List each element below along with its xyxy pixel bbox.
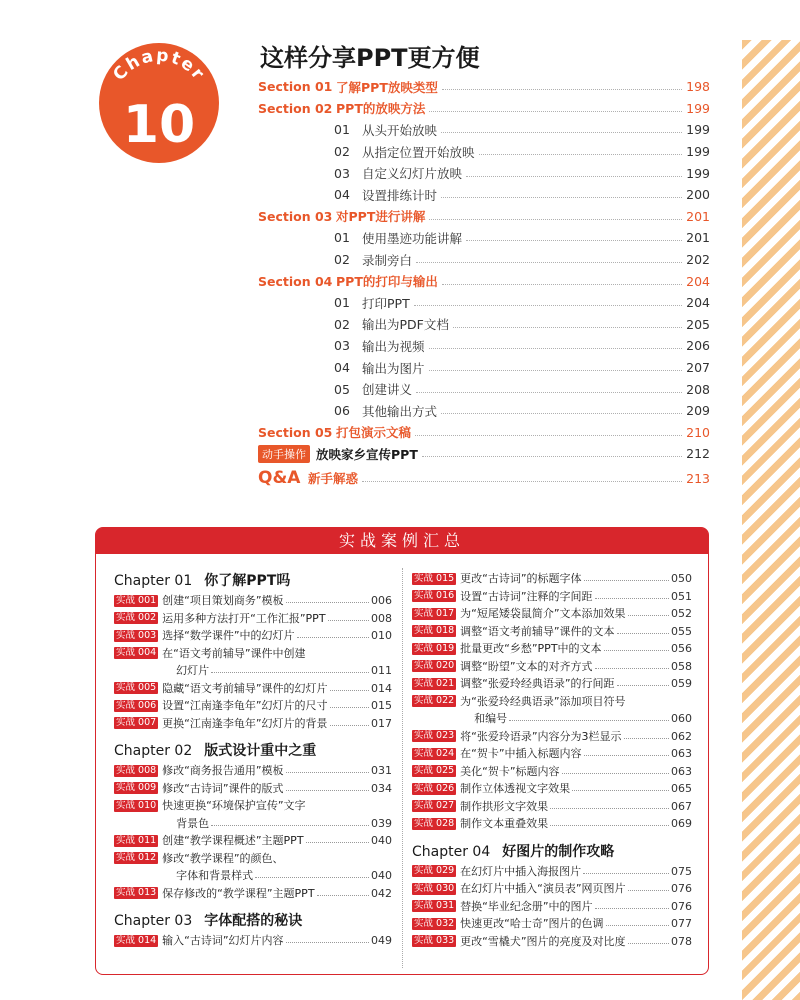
subitem-title: 创建讲义 <box>362 382 413 398</box>
qa-title: 新手解惑 <box>308 471 359 487</box>
case-item[interactable] <box>412 693 692 728</box>
case-page: 006 <box>371 594 392 607</box>
case-item[interactable] <box>114 592 392 610</box>
case-item[interactable] <box>114 697 392 715</box>
case-page: 063 <box>671 764 692 778</box>
case-tag: 实战 018 <box>414 625 455 636</box>
chapter-heading <box>114 740 392 762</box>
case-summary-panel <box>95 527 709 975</box>
case-page: 015 <box>371 699 392 712</box>
subitem-number: 03 <box>334 338 350 354</box>
leader-dots <box>595 598 669 599</box>
subitem-title: 其他输出方式 <box>362 403 438 419</box>
case-title: 创建“项目策划商务”模板 <box>162 594 284 607</box>
subitem-title: 输出为视频 <box>362 338 425 354</box>
case-page: 067 <box>671 799 692 813</box>
leader-dots <box>211 825 369 826</box>
qa-label: Q&A <box>258 468 301 489</box>
case-item[interactable] <box>412 880 692 898</box>
case-page: 065 <box>671 782 692 795</box>
case-title-cont: 背景色 <box>176 816 210 830</box>
case-page: 049 <box>371 934 392 947</box>
section-number: Section 01 <box>258 79 333 95</box>
case-item[interactable] <box>412 570 692 588</box>
leader-dots <box>466 176 682 177</box>
case-item[interactable] <box>412 745 692 763</box>
subitem-number: 01 <box>334 230 350 246</box>
leader-dots <box>211 672 369 673</box>
case-tag: 实战 017 <box>414 607 455 619</box>
case-item[interactable] <box>412 640 692 658</box>
subitem-title: 从指定位置开始放映 <box>362 144 475 160</box>
subitem-title: 打印PPT <box>362 295 410 311</box>
case-page: 060 <box>671 712 692 725</box>
case-title: 快速更换“环境保护宣传”文字 <box>162 799 306 812</box>
case-page: 051 <box>671 589 692 603</box>
case-title: 修改“教学课程”的颜色、 <box>162 851 284 865</box>
toc-subitem[interactable] <box>258 378 710 400</box>
leader-dots <box>442 89 682 90</box>
case-item[interactable] <box>114 715 392 733</box>
leader-dots <box>286 790 369 791</box>
case-item[interactable] <box>114 797 392 832</box>
case-title: 调整“盼望”文本的对齐方式 <box>460 659 593 673</box>
leader-dots <box>441 413 682 414</box>
case-item[interactable] <box>114 780 392 798</box>
case-item[interactable] <box>412 780 692 798</box>
leader-dots <box>286 772 369 773</box>
toc-subitem[interactable] <box>258 249 710 271</box>
case-tag: 实战 028 <box>414 817 455 829</box>
leader-dots <box>562 773 669 774</box>
page-number: 199 <box>686 144 710 160</box>
case-title: 将“张爱玲语录”内容分为3栏显示 <box>460 729 622 743</box>
case-page: 056 <box>671 642 692 655</box>
leader-dots <box>628 890 669 891</box>
section-number: Section 04 <box>258 273 333 289</box>
leader-dots <box>550 808 669 809</box>
toc-subitem[interactable] <box>258 184 710 206</box>
case-item[interactable] <box>412 588 692 606</box>
case-title: 在“语文考前辅导”课件中创建 <box>162 646 306 660</box>
section-title: 打包演示文稿 <box>336 425 412 441</box>
case-page: 076 <box>671 899 692 913</box>
toc-subitem[interactable] <box>258 357 710 379</box>
case-title: 更改“雪橇犬”图片的亮度及对比度 <box>460 934 626 948</box>
subitem-number: 04 <box>334 360 350 376</box>
subitem-number: 04 <box>334 187 350 203</box>
case-tag: 实战 022 <box>414 695 455 706</box>
page-number: 201 <box>686 230 710 246</box>
case-title: 运用多种方法打开“工作汇报”PPT <box>162 611 326 625</box>
leader-dots <box>572 790 669 791</box>
case-title: 在幻灯片中插入“演员表”网页图片 <box>460 882 626 895</box>
decorative-stripe <box>742 40 800 1000</box>
case-page: 014 <box>371 681 392 695</box>
case-item[interactable] <box>114 885 392 903</box>
case-tag: 实战 029 <box>414 865 455 876</box>
case-item[interactable] <box>412 798 692 816</box>
leader-dots <box>628 615 669 616</box>
leader-dots <box>429 348 683 349</box>
toc-subitem[interactable] <box>258 314 710 336</box>
leader-dots <box>595 908 669 909</box>
case-tag: 实战 033 <box>414 935 455 946</box>
subitem-title: 使用墨迹功能讲解 <box>362 230 463 246</box>
subitem-number: 02 <box>334 252 350 268</box>
case-item[interactable] <box>412 675 692 693</box>
leader-dots <box>617 633 669 634</box>
case-tag: 实战 012 <box>116 852 157 863</box>
case-title: 更改“古诗词”的标题字体 <box>460 572 582 585</box>
leader-dots <box>414 305 682 306</box>
leader-dots <box>286 942 369 943</box>
hands-on-tag: 动手操作 <box>258 445 310 463</box>
case-tag: 实战 001 <box>116 594 157 606</box>
case-item[interactable] <box>412 898 692 916</box>
case-title: 替换“毕业纪念册”中的图片 <box>460 899 593 913</box>
toc-hands-on[interactable] <box>258 443 710 465</box>
subitem-title: 输出为PDF文档 <box>362 317 449 333</box>
page-number: 201 <box>686 208 710 224</box>
case-page: 010 <box>371 629 392 642</box>
section-title: 了解PPT放映类型 <box>336 79 438 95</box>
subitem-number: 06 <box>334 403 350 419</box>
case-item[interactable] <box>114 610 392 628</box>
case-item[interactable] <box>114 680 392 698</box>
chapter-heading-title: 好图片的制作攻略 <box>502 843 615 860</box>
badge-word: Chapter <box>109 45 209 85</box>
leader-dots <box>583 873 669 874</box>
leader-dots <box>255 877 369 878</box>
hands-on-title: 放映家乡宣传PPT <box>316 446 418 462</box>
leader-dots <box>317 895 369 896</box>
case-page: 058 <box>671 659 692 673</box>
case-item[interactable] <box>412 915 692 933</box>
section-title: 对PPT进行讲解 <box>336 209 426 225</box>
chapter-heading-title: 版式设计重中之重 <box>204 743 317 759</box>
leader-dots <box>584 755 669 756</box>
leader-dots <box>422 456 682 457</box>
case-title: 输入“古诗词”幻灯片内容 <box>162 934 284 947</box>
case-item[interactable] <box>114 850 392 885</box>
leader-dots <box>415 435 682 436</box>
section-title: PPT的打印与输出 <box>336 274 438 290</box>
case-title: 制作拱形文字效果 <box>460 799 549 813</box>
case-tag: 实战 003 <box>116 629 157 641</box>
leader-dots <box>286 602 369 603</box>
case-tag: 实战 008 <box>116 764 157 776</box>
panel-title: 实战案例汇总 <box>96 528 708 554</box>
subitem-number: 02 <box>334 316 350 332</box>
case-item[interactable] <box>114 645 392 680</box>
toc-section[interactable] <box>258 76 710 98</box>
case-title: 修改“商务报告通用”模板 <box>162 764 284 777</box>
leader-dots <box>595 668 669 669</box>
subitem-number: 03 <box>334 165 350 181</box>
leader-dots <box>624 738 669 739</box>
case-page: 040 <box>371 869 392 882</box>
case-page: 075 <box>671 864 692 878</box>
page-number: 199 <box>686 165 710 181</box>
page-number: 204 <box>686 295 710 311</box>
case-title-cont: 和编号 <box>474 712 508 725</box>
leader-dots <box>441 197 682 198</box>
case-title-cont: 幻灯片 <box>176 664 210 677</box>
case-title: 创建“教学课程概述”主题PPT <box>162 834 304 847</box>
subitem-number: 02 <box>334 144 350 160</box>
section-number: Section 05 <box>258 424 333 440</box>
toc-subitem[interactable] <box>258 400 710 422</box>
subitem-title: 自定义幻灯片放映 <box>362 166 463 182</box>
case-tag: 实战 004 <box>116 647 157 658</box>
toc-subitem[interactable] <box>258 162 710 184</box>
case-title: 选择“数学课件”中的幻灯片 <box>162 629 295 642</box>
page-number: 213 <box>686 470 710 486</box>
chapter-number: Chapter 01 <box>114 573 193 589</box>
case-page: 069 <box>671 817 692 830</box>
leader-dots <box>429 111 682 112</box>
case-tag: 实战 007 <box>116 717 157 728</box>
case-title: 隐藏“语文考前辅导”课件的幻灯片 <box>162 681 328 695</box>
case-tag: 实战 006 <box>116 699 157 711</box>
leader-dots <box>550 825 669 826</box>
subitem-title: 从头开始放映 <box>362 122 438 138</box>
case-title: 更换“江南逢李龟年”幻灯片的背景 <box>162 716 328 730</box>
case-page: 077 <box>671 917 692 930</box>
case-page: 017 <box>371 716 392 730</box>
subitem-number: 01 <box>334 122 350 138</box>
case-item[interactable] <box>412 605 692 623</box>
leader-dots <box>617 685 669 686</box>
case-page: 076 <box>671 882 692 895</box>
case-page: 055 <box>671 624 692 638</box>
page-number: 206 <box>686 338 710 354</box>
subitem-number: 05 <box>334 381 350 397</box>
case-page: 008 <box>371 611 392 625</box>
case-item[interactable] <box>114 762 392 780</box>
right-column <box>412 570 692 950</box>
case-tag: 实战 027 <box>414 800 455 811</box>
subitem-number: 01 <box>334 295 350 311</box>
case-title: 为“短尾矮袋鼠简介”文本添加效果 <box>460 607 626 620</box>
case-title: 批量更改“乡愁”PPT中的文本 <box>460 642 602 655</box>
case-item[interactable] <box>412 623 692 641</box>
case-tag: 实战 014 <box>116 934 157 946</box>
case-tag: 实战 020 <box>414 660 455 671</box>
case-item[interactable] <box>412 815 692 833</box>
case-page: 034 <box>371 781 392 795</box>
case-title: 修改“古诗词”课件的版式 <box>162 781 284 795</box>
case-page: 050 <box>671 572 692 585</box>
toc-subitem[interactable] <box>258 141 710 163</box>
leader-dots <box>441 132 682 133</box>
chapter-number: Chapter 02 <box>114 743 193 759</box>
leader-dots <box>628 943 669 944</box>
case-tag: 实战 026 <box>414 782 455 794</box>
chapter-heading <box>114 570 392 592</box>
case-tag: 实战 009 <box>116 782 157 793</box>
page-number: 205 <box>686 316 710 332</box>
column-divider <box>402 568 403 968</box>
leader-dots <box>479 154 683 155</box>
leader-dots <box>330 707 369 708</box>
case-item[interactable] <box>412 863 692 881</box>
case-item[interactable] <box>412 728 692 746</box>
page-number: 204 <box>686 273 710 289</box>
case-title: 快速更改“哈士奇”图片的色调 <box>460 917 604 930</box>
case-title-cont: 字体和背景样式 <box>176 869 254 882</box>
leader-dots <box>297 637 369 638</box>
case-item[interactable] <box>114 932 392 950</box>
toc-subitem[interactable] <box>258 335 710 357</box>
toc-section[interactable] <box>258 98 710 120</box>
subitem-title: 设置排练计时 <box>362 187 438 203</box>
case-title: 调整“张爱玲经典语录”的行间距 <box>460 677 615 690</box>
case-item[interactable] <box>412 763 692 781</box>
leader-dots <box>416 262 682 263</box>
case-item[interactable] <box>412 933 692 951</box>
case-title: 制作文本重叠效果 <box>460 817 549 830</box>
case-page: 062 <box>671 729 692 743</box>
page-number: 202 <box>686 252 710 268</box>
leader-dots <box>362 481 682 482</box>
case-page: 031 <box>371 764 392 777</box>
leader-dots <box>604 650 669 651</box>
leader-dots <box>453 327 682 328</box>
chapter-toc <box>258 76 710 492</box>
chapter-heading <box>114 910 392 932</box>
case-title: 美化“贺卡”标题内容 <box>460 764 560 778</box>
section-number: Section 03 <box>258 208 333 224</box>
page-number: 199 <box>686 100 710 116</box>
toc-section[interactable] <box>258 270 710 292</box>
case-item[interactable] <box>114 832 392 850</box>
case-tag: 实战 005 <box>116 682 157 693</box>
case-item[interactable] <box>114 627 392 645</box>
leader-dots <box>429 219 682 220</box>
case-tag: 实战 015 <box>414 572 455 584</box>
case-page: 059 <box>671 677 692 690</box>
case-tag: 实战 019 <box>414 642 455 654</box>
case-tag: 实战 024 <box>414 747 455 759</box>
case-title: 调整“语文考前辅导”课件的文本 <box>460 624 615 638</box>
case-page: 078 <box>671 934 692 948</box>
toc-section[interactable] <box>258 206 710 228</box>
chapter-heading-title: 你了解PPT吗 <box>204 573 291 589</box>
page-number: 200 <box>686 187 710 203</box>
leader-dots <box>330 725 369 726</box>
leader-dots <box>306 842 369 843</box>
case-tag: 实战 002 <box>116 612 157 623</box>
subitem-title: 录制旁白 <box>362 252 413 268</box>
page-number: 212 <box>686 446 710 462</box>
chapter-number: Chapter 03 <box>114 913 193 929</box>
case-page: 063 <box>671 747 692 760</box>
case-page: 040 <box>371 834 392 847</box>
toc-subitem[interactable] <box>258 292 710 314</box>
badge-number: 10 <box>122 95 196 155</box>
page-number: 210 <box>686 424 710 440</box>
chapter-number: Chapter 04 <box>412 843 491 860</box>
case-item[interactable] <box>412 658 692 676</box>
case-tag: 实战 016 <box>414 590 455 601</box>
case-tag: 实战 010 <box>116 799 157 811</box>
page-number: 208 <box>686 381 710 397</box>
leader-dots <box>606 925 669 926</box>
case-tag: 实战 013 <box>116 887 157 898</box>
case-page: 039 <box>371 816 392 830</box>
toc-subitem[interactable] <box>258 119 710 141</box>
case-title: 在“贺卡”中插入标题内容 <box>460 747 582 760</box>
case-page: 011 <box>371 664 392 677</box>
case-tag: 实战 030 <box>414 882 455 894</box>
toc-subitem[interactable] <box>258 227 710 249</box>
case-title: 设置“江南逢李龟年”幻灯片的尺寸 <box>162 699 328 712</box>
case-title: 制作立体透视文字效果 <box>460 782 571 795</box>
case-tag: 实战 025 <box>414 765 455 776</box>
left-column <box>114 570 392 950</box>
chapter-heading-title: 字体配搭的秘诀 <box>204 913 303 929</box>
leader-dots <box>330 690 369 691</box>
toc-section[interactable] <box>258 422 710 444</box>
leader-dots <box>584 580 669 581</box>
chapter-badge <box>98 42 220 164</box>
case-tag: 实战 032 <box>414 917 455 929</box>
leader-dots <box>466 240 682 241</box>
subitem-title: 输出为图片 <box>362 360 425 376</box>
case-tag: 实战 023 <box>414 730 455 741</box>
section-number: Section 02 <box>258 100 333 116</box>
chapter-heading <box>412 841 692 863</box>
leader-dots <box>429 370 683 371</box>
leader-dots <box>328 620 369 621</box>
page-number: 209 <box>686 403 710 419</box>
leader-dots <box>442 284 682 285</box>
page-number: 199 <box>686 122 710 138</box>
toc-qa[interactable] <box>258 465 710 492</box>
leader-dots <box>416 392 682 393</box>
case-title: 为“张爱玲经典语录”添加项目符号 <box>460 694 626 708</box>
case-tag: 实战 021 <box>414 677 455 689</box>
page-number: 198 <box>686 79 710 95</box>
case-page: 042 <box>371 886 392 900</box>
chapter-title: 这样分享PPT更方便 <box>260 44 480 72</box>
leader-dots <box>509 720 669 721</box>
section-title: PPT的放映方法 <box>336 101 426 117</box>
case-page: 052 <box>671 607 692 620</box>
case-tag: 实战 031 <box>414 900 455 911</box>
case-title: 在幻灯片中插入海报图片 <box>460 864 582 878</box>
page-number: 207 <box>686 360 710 376</box>
case-tag: 实战 011 <box>116 834 157 846</box>
case-title: 保存修改的“教学课程”主题PPT <box>162 886 315 900</box>
case-title: 设置“古诗词”注释的字间距 <box>460 589 593 603</box>
